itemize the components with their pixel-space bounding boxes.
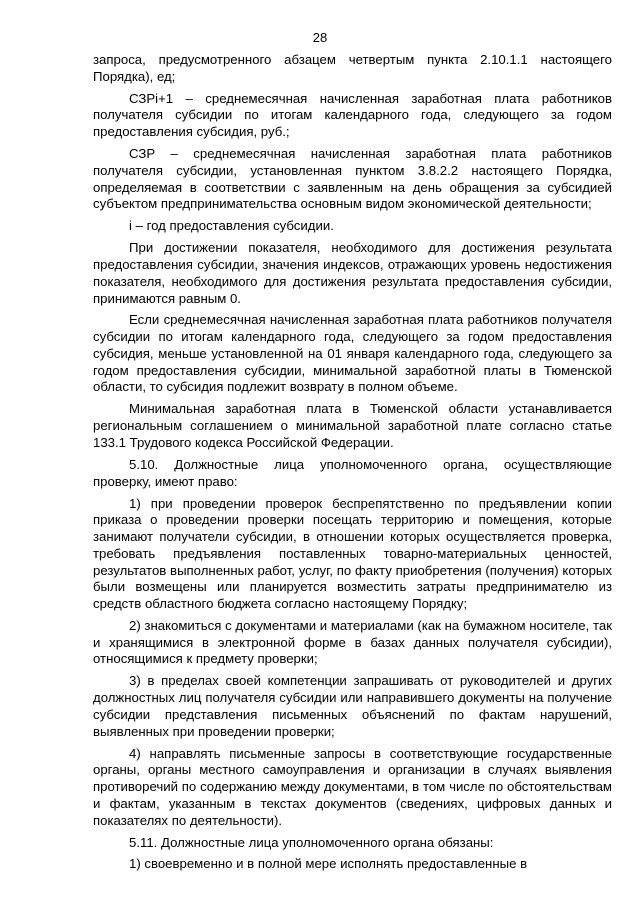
paragraph-right-3: 3) в пределах своей компетенции запрашивать от руководителей и других должностных лиц получателя субсидии или направившего документы на получение субсидии представления письменных объяснений по фактам нарушений, выявленных при проведении проверки; [93,673,612,739]
document-body [93,52,612,873]
paragraph-szp-next-definition: СЗPi+1 – среднемесячная начисленная заработная плата работников получателя субсидии по итогам календарного года, следующего за годом предоставления субсидия, руб.; [93,90,612,140]
paragraph-indicator-achievement: При достижении показателя, необходимого для достижения результата предоставления субсидии, значения индексов, отражающих уровень недостижения показателя, необходимого для достижения результата предоставления субсидии, принимаются равным 0. [93,240,612,306]
paragraph-clause-5-11: 5.11. Должностные лица уполномоченного органа обязаны: [129,834,494,850]
paragraph-szp-definition: СЗР – среднемесячная начисленная заработная плата работников получателя субсидии, установленная пунктом 3.8.2.2 настоящего Порядка, определяемая в соответствии с заявленным на день обращения за субсидией субъектом предпринимательства основным видом экономической деятельности; [93,146,612,212]
paragraph-i-definition: i – год предоставления субсидии. [129,218,334,234]
paragraph-right-1: 1) при проведении проверок беспрепятственно по предъявлении копии приказа о проведении проверки посещать территорию и помещения, которые занимают получатели субсидии, в отношении которых осуществляется проверка, требовать предъявления поставленных товарно-материальных ценностей, результатов выполненных работ, услуг, по факту приобретения (получения) которых были возмещены или планируется возместить затраты предпринимателю из средств областного бюджета согласно настоящему Порядку; [93,495,612,611]
paragraph-right-2: 2) знакомиться с документами и материалами (как на бумажном носителе, так и хранящимися в электронной форме в базах данных получателя субсидии), относящимися к предмету проверки; [93,617,612,667]
paragraph-minimum-wage: Минимальная заработная плата в Тюменской области устанавливается региональным соглашением о минимальной заработной плате согласно статье 133.1 Трудового кодекса Российской Федерации. [93,401,612,450]
page-number: 28 [312,30,328,45]
paragraph-subsidy-return: Если среднемесячная начисленная заработная плата работников получателя субсидии по итогам календарного года, следующего за годом предоставления субсидия, меньше установленной на 01 января календарного года, следующего за годом предоставления субсидии, минимальной заработной платы в Тюменской области, то субсидия подлежит возврату в полном объеме. [93,312,612,395]
paragraph-clause-5-10: 5.10. Должностные лица уполномоченного органа, осуществляющие проверку, имеют право: [93,456,612,489]
paragraph-continuation: запроса, предусмотренного абзацем четвертым пункта 2.10.1.1 настоящего Порядка), ед; [93,52,612,84]
paragraph-duty-1: 1) своевременно и в полной мере исполнять предоставленные в [129,856,528,872]
paragraph-right-4: 4) направлять письменные запросы в соответствующие государственные органы, органы местного самоуправления и организации в случаях выявления противоречий по содержанию между документами, в том числе по обстоятельствам и фактам, указанным в текстах документов (сведениях, цифровых данных и показателях по деятельности). [93,745,612,828]
